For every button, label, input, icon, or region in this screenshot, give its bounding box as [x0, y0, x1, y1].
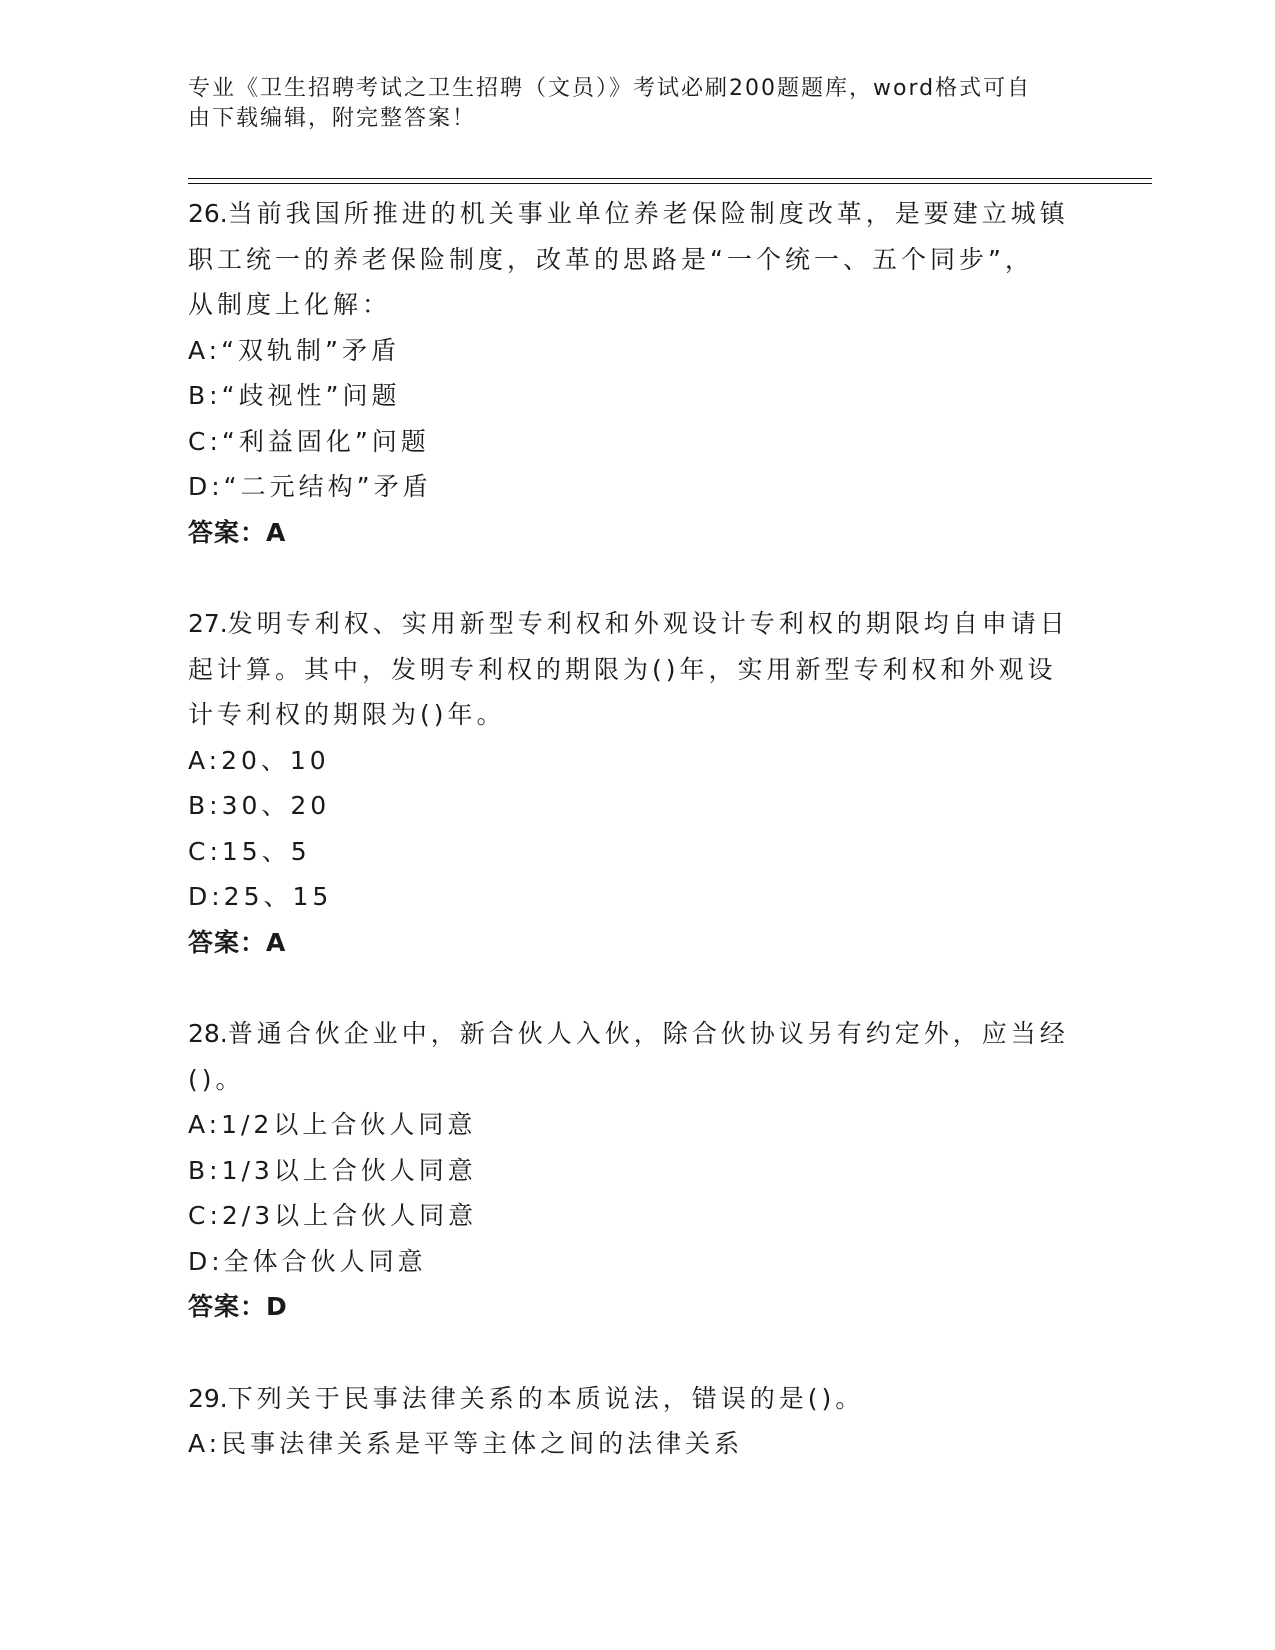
option-b: B:30、20 — [188, 791, 331, 820]
question-list — [188, 191, 1088, 1467]
option-b: B:“歧视性”问题 — [188, 381, 401, 410]
question-text: 当前我国所推进的机关事业单位养老保险制度改革，是要建立城镇 — [227, 199, 1069, 228]
option-a: A:民事法律关系是平等主体之间的法律关系 — [188, 1429, 744, 1458]
question-stem-line: ()。 — [188, 1064, 245, 1094]
question-number: 28. — [188, 1019, 228, 1048]
option-a: A:“双轨制”矛盾 — [188, 335, 400, 365]
option-d: D:全体合伙人同意 — [188, 1246, 427, 1276]
question-number: 27. — [188, 609, 228, 638]
question-stem-line: 计专利权的期限为()年。 — [188, 700, 506, 729]
option-c: C:15、5 — [188, 836, 311, 866]
question-stem-line: 起计算。其中，发明专利权的期限为()年，实用新型专利权和外观设 — [188, 654, 1057, 684]
question-text: 发明专利权、实用新型专利权和外观设计专利权的期限均自申请日 — [227, 609, 1069, 638]
question-number: 29. — [188, 1383, 228, 1413]
answer-line: 答案：A — [188, 517, 287, 547]
question-text: 普通合伙企业中，新合伙人入伙，除合伙协议另有约定外，应当经 — [227, 1019, 1069, 1048]
question-28 — [188, 1011, 1088, 1330]
header-line-1: 专业《卫生招聘考试之卫生招聘（文员）》考试必刷200题题库，word格式可自 — [188, 76, 1032, 101]
header-divider-bottom — [188, 183, 1152, 184]
header-line-2: 由下载编辑，附完整答案！ — [188, 106, 477, 131]
question-stem-line — [188, 601, 1088, 647]
question-27 — [188, 601, 1088, 965]
question-stem-line — [188, 1011, 1088, 1057]
question-stem-line: 从制度上化解： — [188, 290, 392, 319]
option-d: D:25、15 — [188, 882, 333, 911]
question-29 — [188, 1376, 1088, 1467]
question-stem-line — [188, 1376, 1088, 1422]
question-26 — [188, 191, 1088, 555]
header-divider-top — [188, 178, 1152, 179]
option-c: C:2/3以上合伙人同意 — [188, 1201, 478, 1230]
question-stem-line — [188, 191, 1088, 237]
answer-line: 答案：D — [188, 1292, 288, 1321]
option-a: A:20、10 — [188, 745, 330, 775]
option-d: D:“二元结构”矛盾 — [188, 472, 432, 501]
option-b: B:1/3以上合伙人同意 — [188, 1155, 477, 1185]
question-number: 26. — [188, 199, 228, 228]
option-c: C:“利益固化”问题 — [188, 426, 430, 456]
question-text: 下列关于民事法律关系的本质说法，错误的是()。 — [227, 1383, 865, 1413]
answer-line: 答案：A — [188, 927, 287, 957]
question-stem-line: 职工统一的养老保险制度，改革的思路是“一个统一、五个同步”， — [188, 244, 1034, 274]
option-a: A:1/2以上合伙人同意 — [188, 1110, 477, 1139]
document-header — [188, 74, 1068, 134]
